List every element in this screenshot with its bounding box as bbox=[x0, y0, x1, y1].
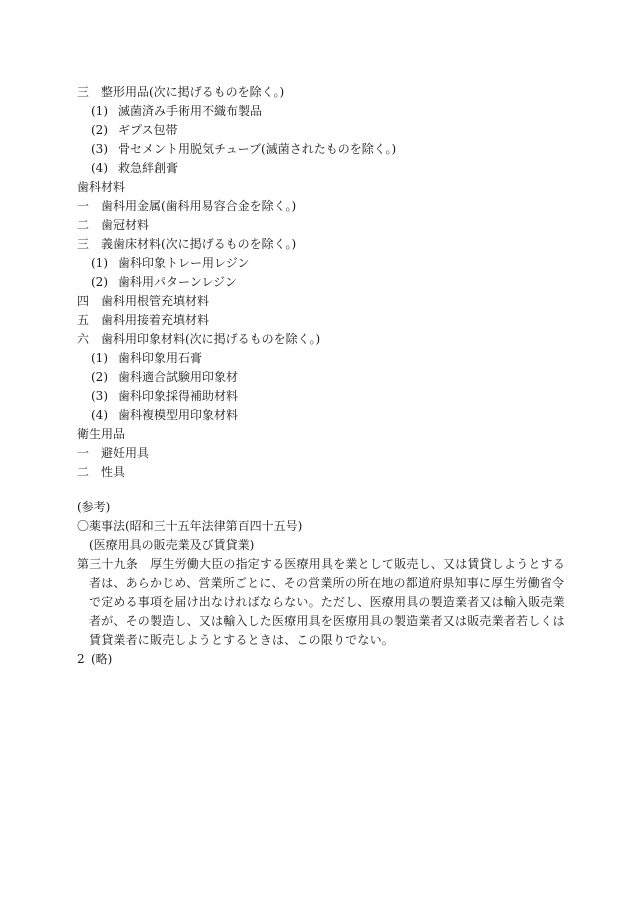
item-text: 性具 bbox=[101, 465, 126, 479]
article-caption: (医療用具の販売業及び賃貸業) bbox=[89, 538, 255, 552]
item-text: 歯科用印象材料(次に掲げるものを除く。) bbox=[101, 332, 321, 346]
list-item bbox=[77, 330, 557, 349]
item-number: 二 bbox=[77, 465, 90, 479]
sub-item bbox=[77, 121, 557, 140]
sub-item bbox=[77, 368, 557, 387]
law-title: 〇薬事法(昭和三十五年法律第百四十五号) bbox=[77, 519, 303, 533]
sub-item-text: 歯科印象用石膏 bbox=[118, 351, 203, 365]
item-text: 避妊用具 bbox=[101, 446, 150, 460]
sub-item-text: 滅菌済み手術用不織布製品 bbox=[118, 104, 263, 118]
sub-item-number: (2) bbox=[91, 123, 108, 137]
sub-item-number: (2) bbox=[91, 370, 108, 384]
sub-item-number: (4) bbox=[91, 408, 108, 422]
item-number: 一 bbox=[77, 199, 90, 213]
list-item bbox=[77, 83, 557, 102]
sub-item-text: 歯科印象採得補助材料 bbox=[118, 389, 239, 403]
sub-item bbox=[77, 140, 557, 159]
item-number: 六 bbox=[77, 332, 90, 346]
paragraph-2-text: (略) bbox=[91, 652, 113, 666]
item-number: 一 bbox=[77, 446, 90, 460]
article-39-line: 者は、あらかじめ、営業所ごとに、その営業所の所在地の都道府県知事に厚生労働省令 bbox=[89, 576, 565, 590]
article-39-line: で定める事項を届け出なければならない。ただし、医療用具の製造業者又は輸入販売業 bbox=[89, 595, 565, 609]
spacer bbox=[77, 482, 557, 498]
list-item bbox=[77, 444, 557, 463]
item-number: 三 bbox=[77, 237, 90, 251]
section-heading-dental: 歯科材料 bbox=[77, 180, 126, 194]
sub-item-text: 歯科印象トレー用レジン bbox=[118, 256, 250, 270]
item-text: 義歯床材料(次に掲げるものを除く。) bbox=[101, 237, 297, 251]
article-39-line: 賃貸業者に販売しようとするときは、この限りでない。 bbox=[89, 633, 395, 647]
sub-item-text: 歯科適合試験用印象材 bbox=[118, 370, 239, 384]
document-body bbox=[77, 83, 566, 669]
article-39-line: 第三十九条 厚生労働大臣の指定する医療用具を業として販売し、又は賃貸しようとする bbox=[77, 557, 566, 571]
sub-item bbox=[77, 254, 557, 273]
list-item bbox=[77, 463, 557, 482]
item-number: 三 bbox=[77, 85, 90, 99]
sub-item-text: 救急絆創膏 bbox=[118, 161, 179, 175]
list-item bbox=[77, 235, 557, 254]
article-39-line: 者が、その製造し、又は輸入した医療用具を医療用具の製造業者又は販売業者若しくは bbox=[89, 614, 565, 628]
sub-item-text: 歯科用パターンレジン bbox=[118, 275, 237, 289]
item-text: 整形用品(次に掲げるものを除く。) bbox=[101, 85, 285, 99]
sub-item-text: ギプス包帯 bbox=[118, 123, 178, 137]
item-text: 歯冠材料 bbox=[101, 218, 150, 232]
list-item bbox=[77, 197, 557, 216]
sub-item-number: (1) bbox=[91, 104, 108, 118]
item-number: 五 bbox=[77, 313, 90, 327]
section-heading-hygiene: 衛生用品 bbox=[77, 427, 126, 441]
list-item bbox=[77, 292, 557, 311]
item-text: 歯科用根管充填材料 bbox=[101, 294, 210, 308]
sub-item bbox=[77, 159, 557, 178]
sub-item-text: 骨セメント用脱気チューブ(滅菌されたものを除く。) bbox=[118, 142, 397, 156]
sub-item bbox=[77, 273, 557, 292]
list-item bbox=[77, 311, 557, 330]
paragraph-2 bbox=[77, 650, 557, 669]
sub-item bbox=[77, 387, 557, 406]
item-text: 歯科用金属(歯科用易容合金を除く。) bbox=[101, 199, 297, 213]
list-item bbox=[77, 216, 557, 235]
sub-item bbox=[77, 349, 557, 368]
sub-item bbox=[77, 406, 557, 425]
sub-item-number: (4) bbox=[91, 161, 108, 175]
reference-label: (参考) bbox=[77, 500, 111, 514]
sub-item-number: (1) bbox=[91, 256, 108, 270]
sub-item-number: (3) bbox=[91, 142, 108, 156]
paragraph-2-number: 2 bbox=[77, 652, 85, 666]
sub-item-number: (3) bbox=[91, 389, 108, 403]
item-text: 歯科用接着充填材料 bbox=[101, 313, 210, 327]
sub-item-text: 歯科複模型用印象材料 bbox=[118, 408, 239, 422]
sub-item-number: (2) bbox=[91, 275, 108, 289]
sub-item-number: (1) bbox=[91, 351, 108, 365]
sub-item bbox=[77, 102, 557, 121]
item-number: 二 bbox=[77, 218, 90, 232]
item-number: 四 bbox=[77, 294, 90, 308]
